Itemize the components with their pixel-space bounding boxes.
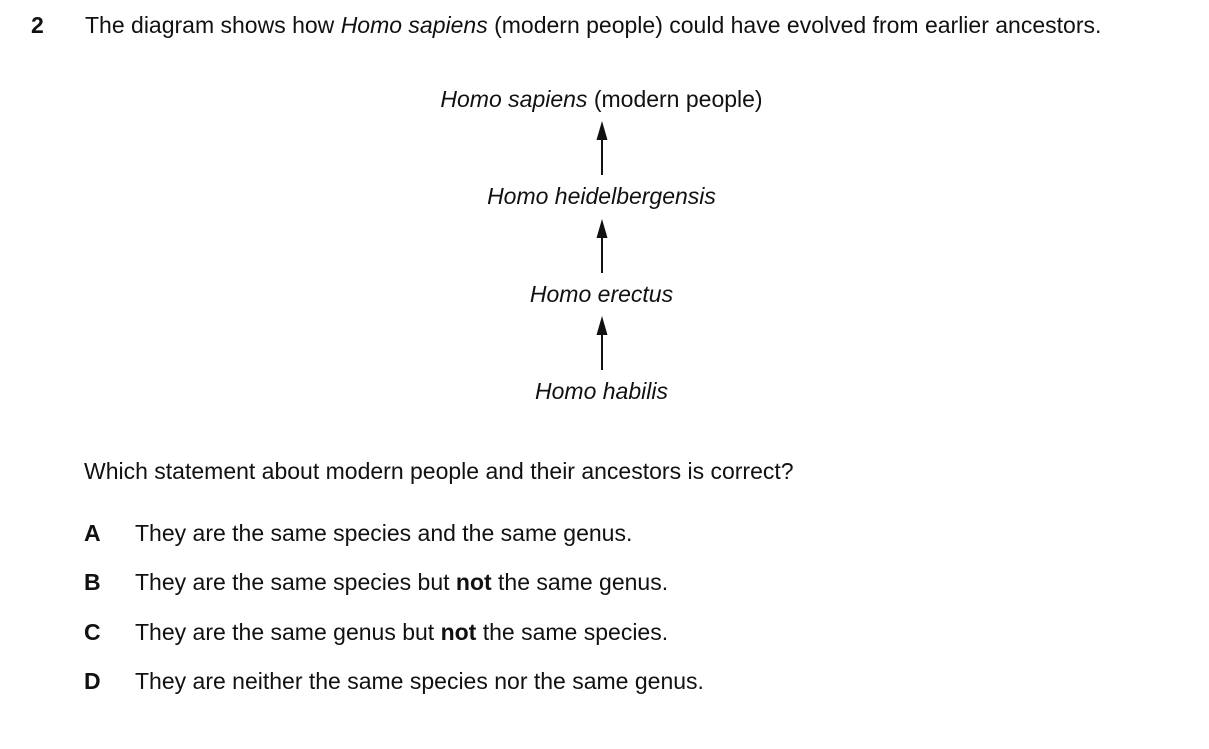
option-c-after: the same species. [476,619,669,645]
question-intro [85,12,1101,39]
intro-suffix: (modern people) could have evolved from earlier ancestors. [487,12,1102,38]
species-homo-erectus: Homo erectus [529,281,674,307]
species-homo-sapiens: Homo sapiens [440,86,588,112]
option-b-text[interactable] [135,569,668,596]
question-number: 2 [31,12,44,38]
option-c-letter[interactable]: C [84,619,101,645]
option-c-text[interactable] [135,619,668,646]
option-b-before: They are the same species but [135,569,456,595]
option-d-letter[interactable]: D [84,668,101,694]
species-homo-habilis: Homo habilis [535,378,668,404]
species-note: (modern people) [587,86,763,112]
diagram-label-homo-habilis [0,378,1203,405]
option-d-text[interactable]: They are neither the same species nor the same genus. [135,668,704,694]
diagram-label-homo-heidelbergensis [0,183,1203,210]
up-arrow-icon [594,316,610,370]
species-homo-heidelbergensis: Homo heidelbergensis [487,183,716,209]
diagram-label-homo-erectus [0,281,1203,308]
diagram-label-homo-sapiens [0,86,1203,113]
intro-prefix: The diagram shows how [85,12,341,38]
option-b-letter[interactable]: B [84,569,101,595]
question-prompt: Which statement about modern people and their ancestors is correct? [84,458,794,484]
option-a-letter[interactable]: A [84,520,101,546]
up-arrow-icon [594,219,610,273]
option-b-after: the same genus. [491,569,669,595]
intro-species: Homo sapiens [340,12,488,38]
option-c-before: They are the same genus but [135,619,441,645]
option-b-emphasis: not [455,569,492,595]
up-arrow-icon [594,121,610,175]
option-c-emphasis: not [440,619,477,645]
option-a-text[interactable]: They are the same species and the same genus. [135,520,633,546]
